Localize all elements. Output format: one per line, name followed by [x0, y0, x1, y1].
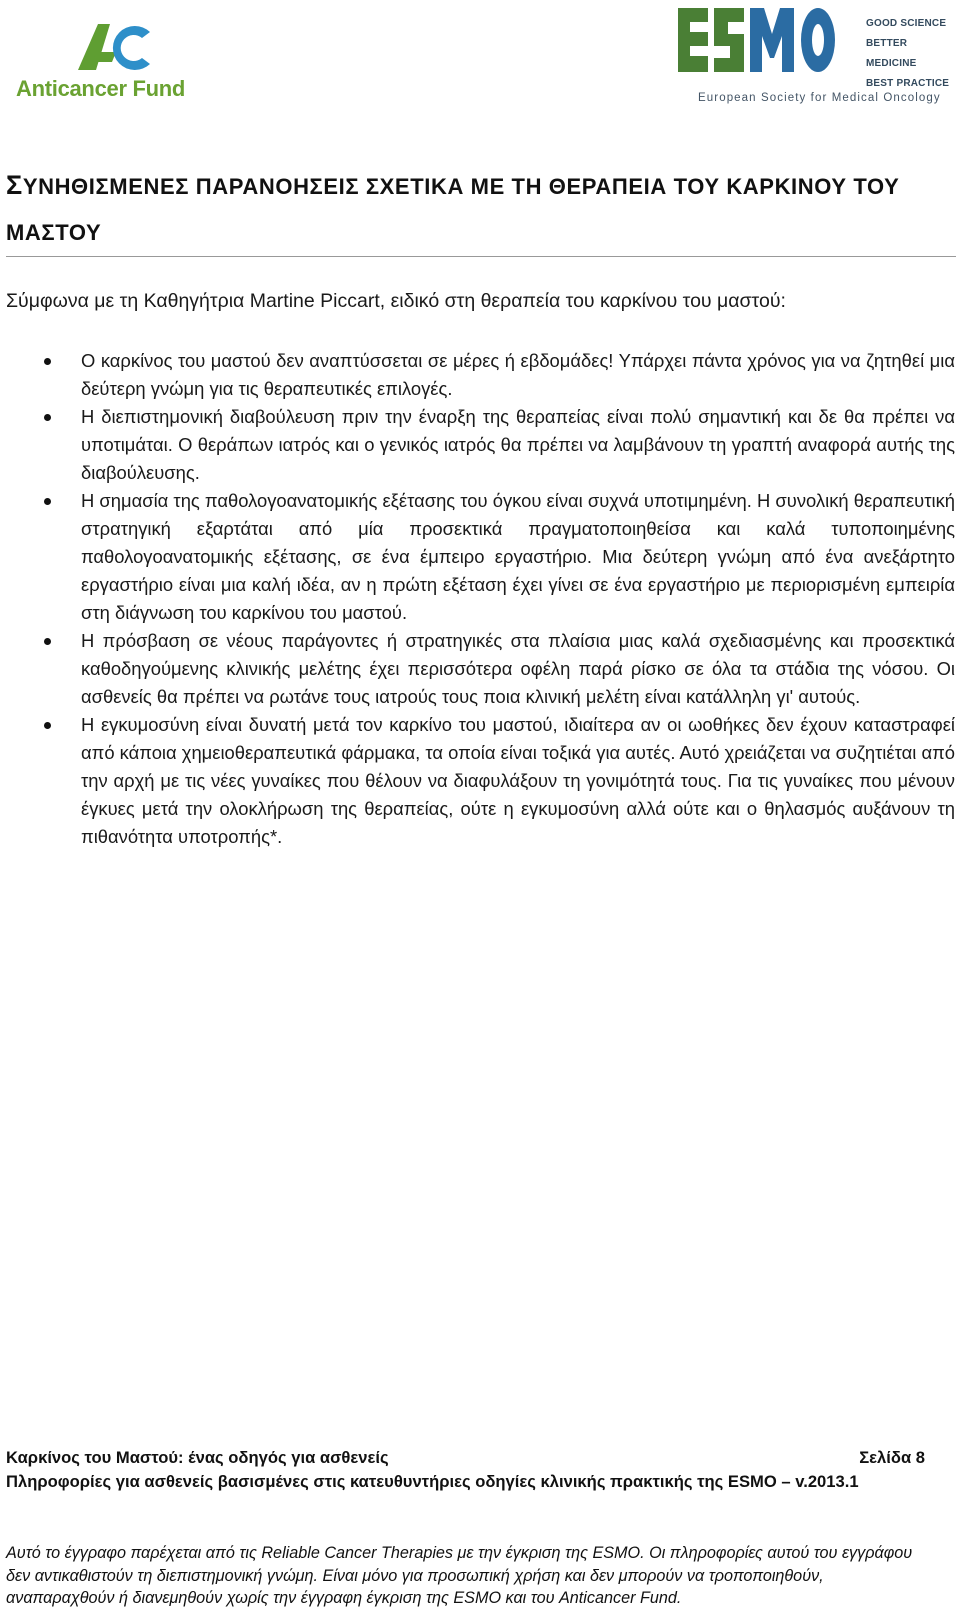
anticancer-fund-logo [12, 22, 242, 108]
list-item [0, 711, 955, 851]
list-item-text: Η διεπιστημονική διαβούλευση πριν την έναρξη της θεραπείας είναι πολύ σημαντική και δε θα πρέπει να υποτιμάται. Ο θεράπων ιατρός και ο γενικός ιατρός θα πρέπει να λαμβάνουν τη γραπτή αναφορά αυτής της διαβούλευσης. [81, 406, 955, 483]
emblem-a-shape [78, 24, 110, 70]
footer-page-number: Σελίδα 8 [859, 1448, 925, 1467]
page-header [0, 0, 960, 120]
bullet-icon [44, 638, 51, 645]
esmo-subtitle: European Society for Medical Oncology [698, 92, 941, 104]
emblem-a-crossbar [92, 52, 116, 62]
footer-guide-title: Καρκίνος του Μαστού: ένας οδηγός για ασθενείς [6, 1448, 389, 1467]
bullet-icon [44, 414, 51, 421]
list-item [0, 627, 955, 711]
list-item-text: Ο καρκίνος του μαστού δεν αναπτύσσεται σε μέρες ή εβδομάδες! Υπάρχει πάντα χρόνος για να ζητηθεί μια δεύτερη γνώμη για τις θεραπευτικές επιλογές. [81, 350, 955, 399]
esmo-taglines [866, 14, 958, 94]
bullet-icon [44, 722, 51, 729]
esmo-letter-e-gap-2 [690, 46, 708, 56]
misconception-list [0, 347, 960, 851]
list-item [0, 403, 955, 487]
footer-disclaimer: Αυτό το έγγραφο παρέχεται από τις Reliable Cancer Therapies με την έγκριση της ESMO. Οι πληροφορίες αυτού του εγγράφου δεν αντικαθιστούν τη διεπιστημονική γνώμη. Είναι μόνο για προσωπική χρήση και δεν μπορούν να τροποποιηθούν, αναπαραχθούν ή διανεμηθούν χωρίς την έγγραφη έγκριση της ESMO και του Anticancer Fund. [6, 1544, 913, 1607]
footer-source-line: Πληροφορίες για ασθενείς βασισμένες στις κατευθυντήριες οδηγίες κλινικής πρακτικής της ESMO – v.2013.1 [6, 1472, 859, 1491]
list-item-text: Η εγκυμοσύνη είναι δυνατή μετά τον καρκίνο του μαστού, ιδιαίτερα αν οι ωοθήκες δεν έχουν καταστραφεί από κάποια χημειοθεραπευτικά φάρμακα, τα οποία είναι τοξικά για αυτές. Αυτό χρειάζεται να συζητιέται από την αρχή με τις νέες γυναίκες που θέλουν να διαφυλάξουν τη γονιμότητά τους. Για τις γυναίκες που μένουν έγκυες μετά την ολοκλήρωση της θεραπείας, ούτε η εγκυμοσύνη αλλά ούτε και ο θηλασμός αυξάνουν τη πιθανότητα υποτροπής*. [81, 714, 955, 847]
emblem-c-shape [113, 26, 150, 70]
anticancer-fund-name: Anticancer Fund [16, 76, 186, 101]
esmo-letter-m [750, 8, 794, 72]
bullet-icon [44, 498, 51, 505]
esmo-tagline-3: BEST PRACTICE [866, 78, 950, 89]
list-item-text: Η σημασία της παθολογοανατομικής εξέτασης του όγκου είναι συχνά υποτιμημένη. Η συνολική θεραπευτική στρατηγική εξαρτάται από μία προσεκτικά πραγματοποιηθείσα και καλά τυποποιημένης παθολογοανατομικής εξέτασης, σε ένα έμπειρο εργαστήριο. Μια δεύτερη γνώμη από ένα ανεξάρτητο εργαστήριο είναι μια καλή ιδέα, αν η πρώτη εξέταση έχει γίνει σε ένα εργαστήριο με περιορισμένη εμπειρία στη διάγνωση του καρκίνου του μαστού. [81, 490, 955, 623]
intro-paragraph: Σύμφωνα με τη Καθηγήτρια Martine Piccart, ειδικό στη θεραπεία του καρκίνου του μαστού: [6, 290, 786, 312]
page-title [6, 162, 956, 256]
esmo-letter-e-gap-1 [690, 22, 708, 32]
esmo-logo [698, 6, 958, 116]
esmo-letter-e [678, 8, 708, 72]
title-divider [6, 256, 956, 257]
title-first-letter: Σ [6, 170, 23, 200]
esmo-tagline-2: BETTER MEDICINE [866, 38, 917, 69]
esmo-letter-o-inner [812, 24, 824, 56]
esmo-wordmark [678, 6, 838, 76]
title-text: ΥΝΗΘΙΣΜΕΝΕΣ ΠΑΡΑΝΟΗΣΕΙΣ ΣΧΕΤΙΚΑ ΜΕ ΤΗ ΘΕΡΑΠΕΙΑ ΤΟΥ ΚΑΡΚΙΝΟΥ ΤΟΥ ΜΑΣΤΟΥ [6, 174, 900, 245]
bullet-icon [44, 358, 51, 365]
anticancer-fund-emblem [76, 22, 156, 72]
list-item [0, 347, 955, 403]
list-item-text: Η πρόσβαση σε νέους παράγοντες ή στρατηγικές στα πλαίσια μιας καλά σχεδιασμένης και προσεκτικά καθοδηγούμενης κλινικής μελέτης έχει περισσότερα οφέλη παρά ρίσκο σε όλα τα στάδια της νόσου. Οι ασθενείς θα πρέπει να ρωτάνε τους ιατρούς τους ποια κλινική μελέτη είναι κατάλληλη γι' αυτούς. [81, 630, 955, 707]
esmo-letter-s [714, 8, 744, 72]
list-item [0, 487, 955, 627]
esmo-tagline-1: GOOD SCIENCE [866, 18, 947, 29]
